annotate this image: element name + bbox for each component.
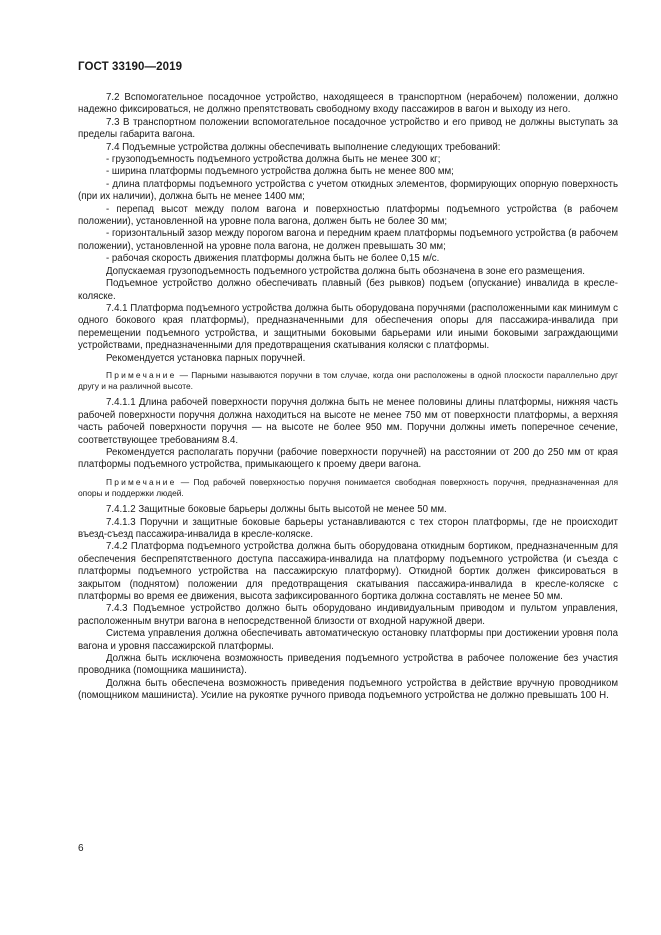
note-label: Примечание	[106, 476, 177, 487]
paragraph-control-system: Система управления должна обеспечивать автоматическую остановку платформы при достижении уровня пола вагона и уровня пассажирской платформы.	[78, 628, 618, 652]
paragraph-handrail-position: Рекомендуется располагать поручни (рабочие поверхности поручней) на расстоянии от 200 до 250 мм от края платформы подъемного устройства, примыкающего к проему двери вагона.	[78, 446, 618, 471]
paragraph-manual-drive: Должна быть обеспечена возможность приведения подъемного устройства в действие вручную проводником (помощником машиниста). Усилие на рукоятке ручного привода подъемного устройства не должно превышать 100 Н.	[78, 677, 618, 702]
paragraph-paired-handrails: Рекомендуется установка парных поручней.	[106, 352, 306, 364]
paragraph-7-3: 7.3 В транспортном положении вспомогательное посадочное устройство и его привод не должны выступать за пределы габарита вагона.	[78, 116, 618, 141]
paragraph-7-2: 7.2 Вспомогательное посадочное устройство, находящееся в транспортном (нерабочем) положении, должно надежно фиксироваться, не должно препятствовать свободному входу пассажиров в вагон и выходу из него.	[78, 92, 618, 116]
page-number: 6	[78, 843, 84, 854]
paragraph-7-4-3: 7.4.3 Подъемное устройство должно быть оборудовано индивидуальным приводом и пультом управления, расположенным внутри вагона в непосредственной близости от входной наружной двери.	[78, 603, 618, 627]
note-text: — Под рабочей поверхностью поручня понимается свободная поверхность поручня, предназначенная для опоры и поддержки людей.	[78, 476, 618, 498]
paragraph-7-4-1-3: 7.4.1.3 Поручни и защитные боковые барьеры устанавливаются с тех сторон платформы, где не происходит въезд-съезд пассажира-инвалида в кресле-коляске.	[78, 516, 618, 540]
paragraph-smooth-lift: Подъемное устройство должно обеспечивать плавный (без рывков) подъем (опускание) инвалида в кресле-коляске.	[78, 278, 618, 302]
paragraph-capacity-marking: Допускаемая грузоподъемность подъемного устройства должна быть обозначена в зоне его размещения.	[106, 265, 585, 277]
paragraph-7-4-1-2: 7.4.1.2 Защитные боковые барьеры должны быть высотой не менее 50 мм.	[106, 504, 447, 516]
list-item-length: - длина платформы подъемного устройства с учетом откидных элементов, формирующих опорную поверхность (при их наличии), должна быть не менее 1400 мм;	[78, 178, 618, 203]
paragraph-conductor-required: Должна быть исключена возможность приведения подъемного устройства в рабочее положение без участия проводника (помощника машиниста).	[78, 653, 618, 677]
list-item-speed: - рабочая скорость движения платформы должна быть не более 0,15 м/с.	[106, 253, 440, 265]
note-2	[78, 477, 618, 499]
document-body	[78, 92, 618, 703]
note-label: Примечание	[106, 369, 177, 380]
paragraph-7-4: 7.4 Подъемные устройства должны обеспечивать выполнение следующих требований:	[106, 141, 501, 153]
list-item-capacity: - грузоподъемность подъемного устройства должна быть не менее 300 кг;	[106, 154, 441, 166]
list-item-height-diff: - перепад высот между полом вагона и поверхностью платформы подъемного устройства (в рабочем положении), установленной на уровне пола вагона, должен быть не более 30 мм;	[78, 203, 618, 228]
list-item-gap: - горизонтальный зазор между порогом вагона и передним краем платформы подъемного устройства (в рабочем положении), установленной на уровне пола вагона, не должен превышать 30 мм;	[78, 228, 618, 252]
note-text: — Парными называются поручни в том случае, когда они расположены в одной плоскости параллельно друг другу и на различной высоте.	[78, 369, 618, 392]
note-1	[78, 370, 618, 392]
paragraph-7-4-2: 7.4.2 Платформа подъемного устройства должна быть оборудована откидным бортиком, предназначенным для обеспечения беспрепятственного доступа пассажира-инвалида на платформу подъемного устройства (и съезда с платформы подъемного устройства на пассажирскую платформу). Откидной бортик должен фиксироваться в закрытом (поднятом) положении для предотвращения скатывания пассажира-инвалида в кресле-коляске с платформы во время ее движения, высота зафиксированного бортика должна составлять не менее 50 мм.	[78, 541, 618, 603]
paragraph-7-4-1-1: 7.4.1.1 Длина рабочей поверхности поручня должна быть не менее половины длины платформы, нижняя часть рабочей поверхности поручня должна находиться на высоте не менее 750 мм от поверхности платформы, а верхняя часть рабочей поверхности поручня — на высоте не более 950 мм. Поручни должны иметь поперечное сечение, соответствующее требованиям 8.4.	[78, 397, 618, 446]
document-header: ГОСТ 33190—2019	[78, 61, 183, 73]
paragraph-7-4-1: 7.4.1 Платформа подъемного устройства должна быть оборудована поручнями (расположенными как минимум с одного бокового края платформы), предназначенными для обеспечения опоры для пассажира-инвалида при перемещении подъемного устройства, и защитными боковыми барьерами или иными боковыми заграждающими устройствами, предназначенными для предотвращения скатывания коляски с платформы.	[78, 302, 618, 352]
list-item-width: - ширина платформы подъемного устройства должна быть не менее 800 мм;	[106, 166, 454, 178]
